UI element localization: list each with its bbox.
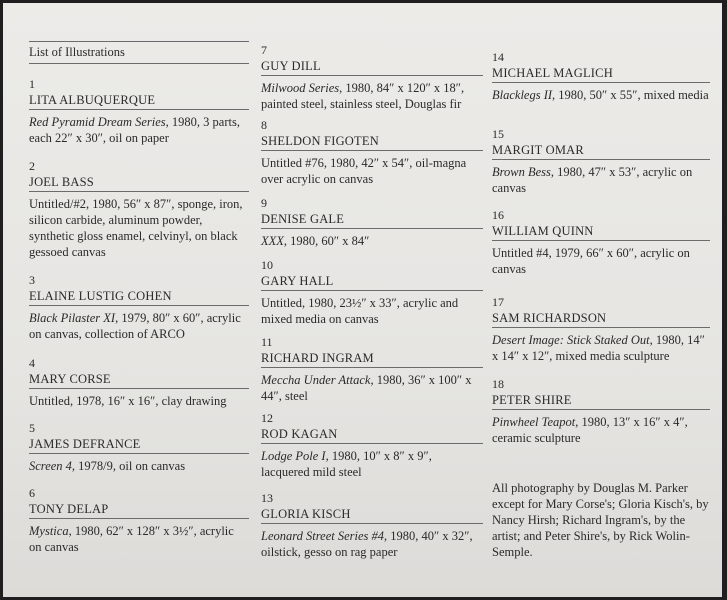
work-details: , 1980, 13″ x 16″ x 4″, ceramic sculpture bbox=[492, 415, 688, 445]
entry bbox=[29, 159, 249, 260]
list-title: List of Illustrations bbox=[29, 45, 125, 59]
work-title: Desert Image: Stick Staked Out bbox=[492, 333, 650, 347]
work-title: Brown Bess bbox=[492, 165, 551, 179]
work-details: Untitled, 1980, 23½″ x 33″, acrylic and mixed media on canvas bbox=[261, 296, 459, 326]
name-rule bbox=[261, 75, 483, 76]
entry bbox=[29, 77, 249, 146]
entry bbox=[261, 196, 483, 249]
name-rule bbox=[492, 409, 710, 410]
entry-number: 10 bbox=[261, 258, 273, 272]
work-details: Untitled #4, 1979, 66″ x 60″, acrylic on canvas bbox=[492, 246, 690, 276]
work-description bbox=[261, 372, 483, 404]
entry-number: 3 bbox=[29, 273, 35, 287]
artist-name: MICHAEL MAGLICH bbox=[492, 66, 613, 80]
name-rule bbox=[261, 523, 483, 524]
document-page bbox=[3, 3, 722, 597]
name-rule bbox=[29, 518, 249, 519]
name-rule bbox=[29, 109, 249, 110]
entry bbox=[29, 421, 249, 474]
entry-number: 15 bbox=[492, 127, 504, 141]
name-rule bbox=[29, 388, 249, 389]
work-description bbox=[29, 393, 249, 409]
entry bbox=[261, 118, 483, 187]
work-description bbox=[261, 295, 483, 327]
entry-number: 12 bbox=[261, 411, 273, 425]
entry-number: 1 bbox=[29, 77, 35, 91]
work-details: , 1978/9, oil on canvas bbox=[71, 459, 186, 473]
work-title: Meccha Under Attack bbox=[261, 373, 371, 387]
name-rule bbox=[261, 228, 483, 229]
entry-number: 6 bbox=[29, 486, 35, 500]
photo-credit: All photography by Douglas M. Parker except for Mary Corse's; Gloria Kisch's, by Nancy Hirsh; Richard Ingram's, by the artist; and Peter Shire's, by Rick Wolin-Semple. bbox=[492, 481, 709, 559]
entry bbox=[29, 273, 249, 342]
entry bbox=[261, 491, 483, 560]
name-rule bbox=[29, 453, 249, 454]
work-details: Untitled, 1978, 16″ x 16″, clay drawing bbox=[29, 394, 227, 408]
artist-name: ROD KAGAN bbox=[261, 427, 338, 441]
work-details: , 1980, 60″ x 84″ bbox=[283, 234, 370, 248]
title-rule bbox=[29, 63, 249, 64]
work-title: Mystica bbox=[29, 524, 69, 538]
work-title: XXX bbox=[261, 234, 284, 248]
artist-name: PETER SHIRE bbox=[492, 393, 572, 407]
artist-name: JAMES DEFRANCE bbox=[29, 437, 141, 451]
artist-name: GUY DILL bbox=[261, 59, 321, 73]
work-title: Red Pyramid Dream Series bbox=[29, 115, 166, 129]
artist-name: LITA ALBUQUERQUE bbox=[29, 93, 156, 107]
work-details: , 1980, 47″ x 53″, acrylic on canvas bbox=[492, 165, 693, 195]
entry-number: 7 bbox=[261, 43, 267, 57]
work-details: , 1980, 84″ x 120″ x 18″, painted steel, stainless steel, Douglas fir bbox=[261, 81, 465, 111]
name-rule bbox=[29, 191, 249, 192]
artist-name: SAM RICHARDSON bbox=[492, 311, 607, 325]
work-title: Lodge Pole I bbox=[261, 449, 326, 463]
artist-name: RICHARD INGRAM bbox=[261, 351, 374, 365]
artist-name: JOEL BASS bbox=[29, 175, 94, 189]
name-rule bbox=[261, 150, 483, 151]
work-details: , 1980, 62″ x 128″ x 3½″, acrylic on canvas bbox=[29, 524, 234, 554]
entry-number: 14 bbox=[492, 50, 504, 64]
artist-name: GLORIA KISCH bbox=[261, 507, 351, 521]
work-details: , 1980, 14″ x 14″ x 12″, mixed media sculpture bbox=[492, 333, 705, 363]
entry-number: 4 bbox=[29, 356, 35, 370]
name-rule bbox=[492, 327, 710, 328]
name-rule bbox=[492, 82, 710, 83]
work-title: Screen 4 bbox=[29, 459, 72, 473]
work-details: , 1980, 50″ x 55″, mixed media bbox=[552, 88, 709, 102]
entry-number: 9 bbox=[261, 196, 267, 210]
artist-name: SHELDON FIGOTEN bbox=[261, 134, 379, 148]
work-description bbox=[492, 164, 710, 196]
entry-number: 13 bbox=[261, 491, 273, 505]
entry bbox=[261, 43, 483, 112]
work-details: , 1980, 3 parts, each 22″ x 30″, oil on paper bbox=[29, 115, 240, 145]
work-description bbox=[492, 87, 710, 103]
entry-number: 18 bbox=[492, 377, 504, 391]
work-description bbox=[261, 80, 483, 112]
work-description bbox=[261, 528, 483, 560]
work-title: Blacklegs II bbox=[492, 88, 553, 102]
work-description bbox=[261, 448, 483, 480]
work-details: , 1980, 36″ x 100″ x 44″, steel bbox=[261, 373, 472, 403]
work-description bbox=[261, 155, 483, 187]
entry bbox=[492, 295, 710, 364]
entry bbox=[492, 208, 710, 277]
work-title: Leonard Street Series #4 bbox=[261, 529, 385, 543]
artist-name: WILLIAM QUINN bbox=[492, 224, 594, 238]
work-description bbox=[29, 310, 249, 342]
work-details: , 1979, 80″ x 60″, acrylic on canvas, collection of ARCO bbox=[29, 311, 241, 341]
entry bbox=[261, 335, 483, 404]
artist-name: DENISE GALE bbox=[261, 212, 345, 226]
work-description bbox=[261, 233, 483, 249]
work-title: Black Pilaster XI bbox=[29, 311, 116, 325]
entry-number: 2 bbox=[29, 159, 35, 173]
artist-name: MARGIT OMAR bbox=[492, 143, 584, 157]
entry bbox=[492, 377, 710, 446]
artist-name: ELAINE LUSTIG COHEN bbox=[29, 289, 172, 303]
entry bbox=[29, 356, 249, 409]
work-description bbox=[492, 245, 710, 277]
work-description bbox=[29, 114, 249, 146]
work-details: , 1980, 40″ x 32″, oilstick, gesso on rag paper bbox=[261, 529, 473, 559]
work-description bbox=[492, 414, 710, 446]
work-details: Untitled #76, 1980, 42″ x 54″, oil-magna over acrylic on canvas bbox=[261, 156, 467, 186]
entry bbox=[261, 258, 483, 327]
artist-name: GARY HALL bbox=[261, 274, 334, 288]
name-rule bbox=[261, 443, 483, 444]
entry bbox=[492, 127, 710, 196]
entry bbox=[29, 486, 249, 555]
work-details: , 1980, 10″ x 8″ x 9″, lacquered mild steel bbox=[261, 449, 432, 479]
top-rule bbox=[29, 41, 249, 42]
work-description bbox=[492, 332, 710, 364]
entry-number: 5 bbox=[29, 421, 35, 435]
name-rule bbox=[261, 290, 483, 291]
artist-name: TONY DELAP bbox=[29, 502, 109, 516]
entry-number: 17 bbox=[492, 295, 504, 309]
name-rule bbox=[492, 240, 710, 241]
entry bbox=[261, 411, 483, 480]
name-rule bbox=[492, 159, 710, 160]
entry bbox=[492, 50, 710, 103]
work-description bbox=[29, 196, 249, 260]
work-details: Untitled/#2, 1980, 56″ x 87″, sponge, iron, silicon carbide, aluminum powder, synthetic gloss enamel, celvinyl, on black gessoed canvas bbox=[29, 197, 243, 259]
work-description bbox=[29, 458, 249, 474]
work-title: Milwood Series bbox=[261, 81, 340, 95]
entry-number: 11 bbox=[261, 335, 273, 349]
work-title: Pinwheel Teapot bbox=[492, 415, 576, 429]
work-description bbox=[29, 523, 249, 555]
artist-name: MARY CORSE bbox=[29, 372, 111, 386]
name-rule bbox=[29, 305, 249, 306]
entry-number: 8 bbox=[261, 118, 267, 132]
name-rule bbox=[261, 367, 483, 368]
entry-number: 16 bbox=[492, 208, 504, 222]
